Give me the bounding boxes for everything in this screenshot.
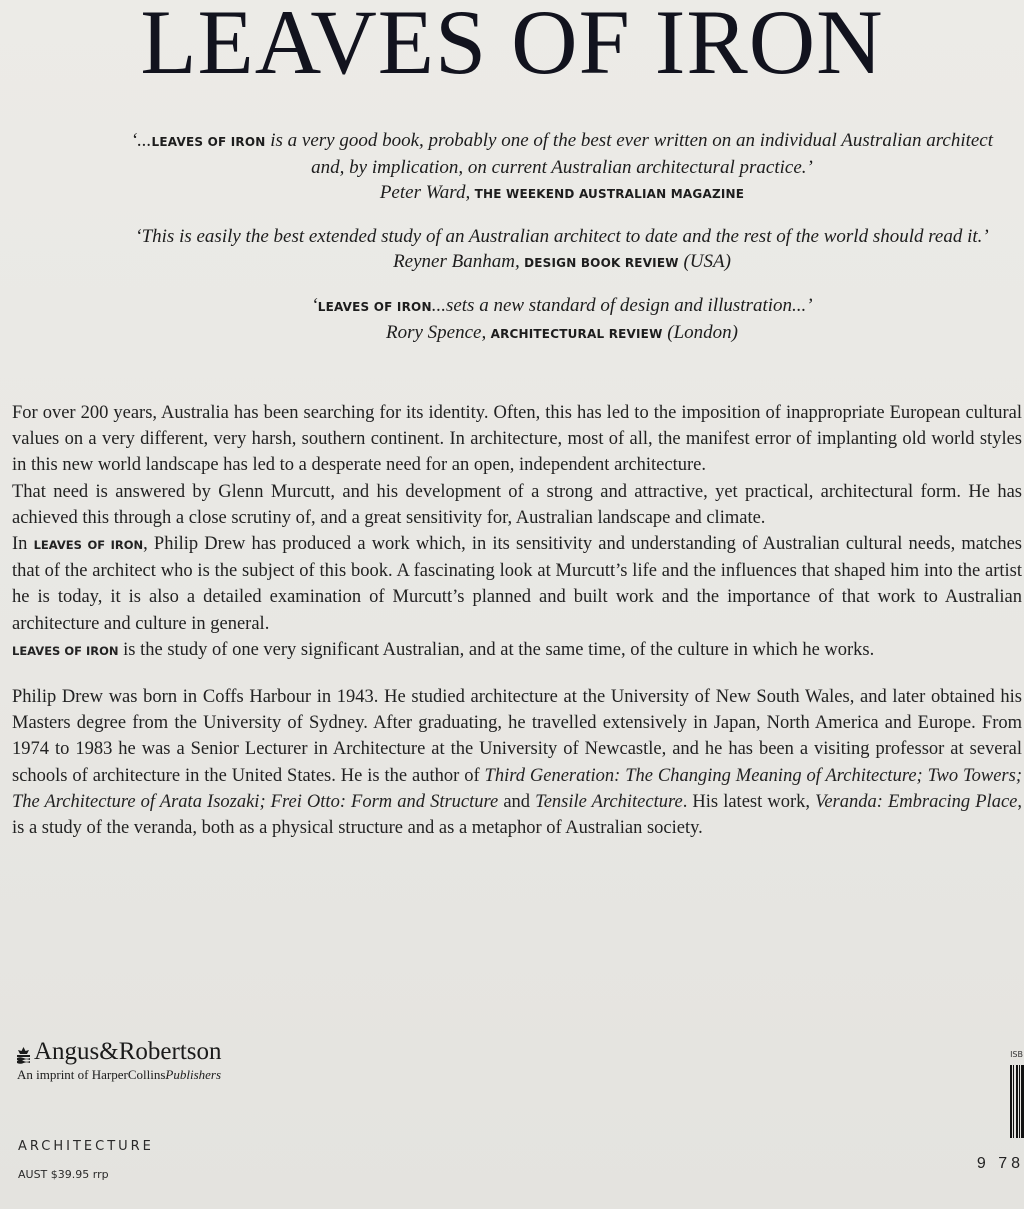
inline-book-title: LEAVES OF IRON (33, 538, 144, 553)
price-label: AUST $39.95 rrp (18, 1168, 109, 1181)
imprint-line: An imprint of HarperCollinsPublishers (17, 1067, 222, 1082)
review-quote: ‘This is easily the best extended study of an Australian architect to date and the rest of the world should read it.’ Reyner Banham, DESIGN BOOK REVIEW (USA) (120, 224, 1004, 276)
category-label: ARCHITECTURE (18, 1139, 154, 1154)
quote-book-title: LEAVES OF IRON (317, 300, 432, 314)
paragraph: In LEAVES OF IRON, Philip Drew has produced a work which, in its sensitivity and understanding of Australian cultural needs, matches that of the architect who is the subject of this book. A fascinating look at Murcutt’s life and the influences that shaped him into the artist he is today, it is also a detailed examination of Murcutt’s planned and built work and the importance of that work to Australian architecture and culture in general. (12, 534, 1022, 634)
inline-book-title: LEAVES OF IRON (12, 643, 119, 658)
reviewer-name: Peter Ward, (379, 182, 471, 203)
review-quote: ‘...LEAVES OF IRON is a very good book, probably one of the best ever written on an individual Australian architect and, by implication, on current Australian architectural practice.’ Peter Ward, THE WEEKEND AUSTRALIAN MAGAZINE (120, 128, 1004, 207)
publication-name: THE WEEKEND AUSTRALIAN MAGAZINE (470, 187, 745, 201)
publication-name: ARCHITECTURAL REVIEW (486, 327, 663, 341)
publisher-block (16, 1037, 222, 1083)
book-title-italic: Tensile Architecture (535, 791, 683, 812)
review-quote: ‘LEAVES OF IRON...sets a new standard of design and illustration...’ Rory Spence, ARCHITECTURAL REVIEW (London) (120, 293, 1004, 347)
publication-name: DESIGN BOOK REVIEW (519, 256, 679, 270)
review-attribution: Reyner Banham, DESIGN BOOK REVIEW (USA) (393, 251, 731, 272)
barcode (1008, 1065, 1024, 1138)
publisher-name: Angus&Robertson (34, 1038, 222, 1065)
isbn-label: ISB (1010, 1050, 1023, 1059)
quote-book-title: LEAVES OF IRON (151, 135, 266, 149)
reviews-section (120, 128, 1004, 364)
book-list: Third Generation: The Changing Meaning of Architecture; Two Towers; The Architecture of Arata Isozaki; Frei Otto: Form and Structure (12, 765, 1022, 812)
paragraph: LEAVES OF IRON is the study of one very significant Australian, and at the same time, of the culture in which he works. (12, 639, 875, 660)
author-bio: Philip Drew was born in Coffs Harbour in 1943. He studied architecture at the University of New South Wales, and later obtained his Masters degree from the University of Sydney. After graduating, he travelled extensively in Japan, North America and Europe. From 1974 to 1983 he was a Senior Lecturer in Architecture at the University of Newcastle, and he has been a visiting professor at several schools of architecture in the United States. He is the author of Third Generation: The Changing Meaning of Architecture; Two Towers; The Architecture of Arata Isozaki; Frei Otto: Form and Structure and Tensile Architecture. His latest work, Veranda: Embracing Place, is a study of the veranda, both as a physical structure and as a metaphor of Australian society. (12, 687, 1022, 839)
reviewer-name: Rory Spence, (385, 322, 487, 343)
barcode-numbers: 9 78 (976, 1155, 1024, 1172)
latest-book-title: Veranda: Embracing Place (815, 791, 1018, 812)
reviewer-name: Reyner Banham, (393, 251, 520, 272)
book-title: LEAVES OF IRON (140, 0, 884, 93)
paragraph: That need is answered by Glenn Murcutt, and his development of a strong and attractive, yet practical, architectural form. He has achieved this through a close scrutiny of, and a great sensitivity for, Australian landscape and climate. (12, 481, 1022, 528)
review-attribution (120, 180, 1004, 207)
harpercollins-fire-and-water-icon (16, 1042, 31, 1059)
paragraph: For over 200 years, Australia has been searching for its identity. Often, this has led to the imposition of inappropriate European cultural values on a very different, very harsh, southern continent. In architecture, most of all, the manifest error of implanting old world styles in this new world landscape has led to a desperate need for an open, independent architecture. (12, 403, 1022, 476)
description-text (12, 400, 1022, 841)
review-attribution: Rory Spence, ARCHITECTURAL REVIEW (London) (385, 322, 739, 343)
